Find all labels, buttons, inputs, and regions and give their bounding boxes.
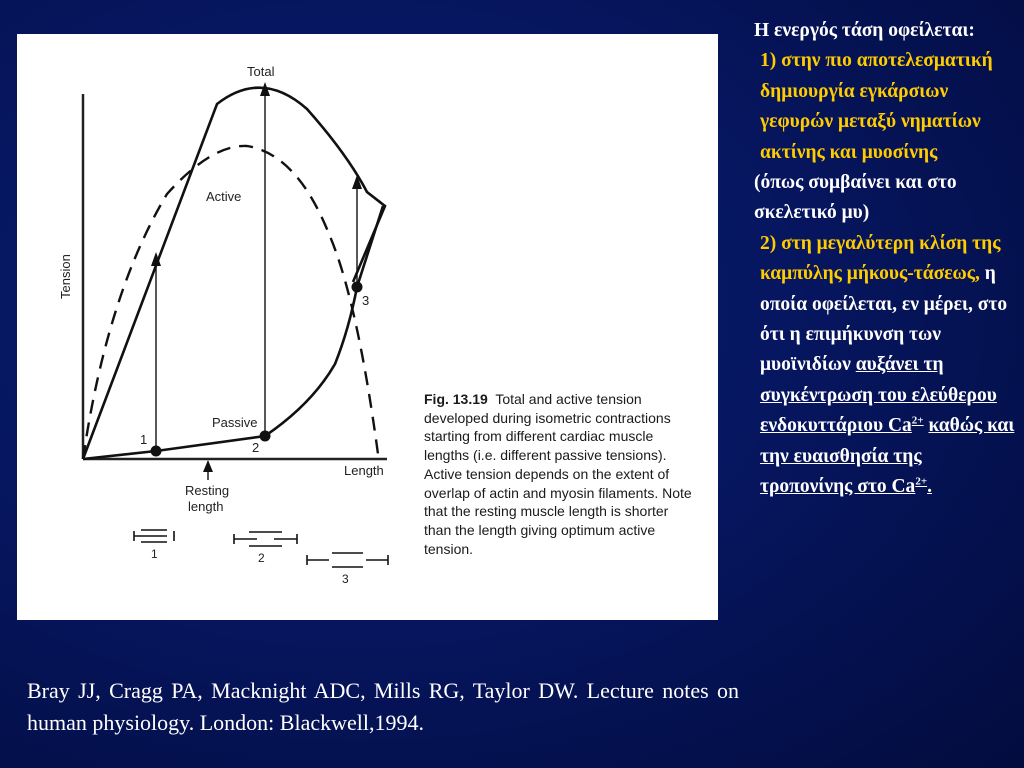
sarcomere-3 bbox=[307, 553, 388, 567]
superscript-1: 2+ bbox=[911, 414, 924, 427]
point-2-rest-text: η οποία οφείλεται, εν μέρει, στο ότι η επιμήκυνση των μυοϊνιδίων bbox=[760, 263, 1008, 376]
point-2-gold-text: 2) στη μεγαλύτερη κλίση της καμπύλης μήκους-τάσεως, bbox=[760, 232, 1001, 285]
arrow-2 bbox=[260, 82, 270, 436]
point-1-note: (όπως συμβαίνει και στο σκελετικό μυ) bbox=[754, 172, 957, 224]
figure-caption bbox=[424, 390, 699, 558]
point-2-underlined-text: αυξάνει τη συγκέντρωση του ελεύθερου ενδοκυττάριου Ca bbox=[760, 354, 997, 437]
passive-label: Passive bbox=[212, 415, 258, 430]
superscript-2: 2+ bbox=[915, 475, 928, 488]
citation: Bray JJ, Cragg PA, Macknight ADC, Mills RG, Taylor DW. Lecture notes on human physiology. London: Blackwell,1994. bbox=[27, 678, 739, 735]
total-label: Total bbox=[247, 64, 275, 79]
point-2-block bbox=[754, 229, 1016, 503]
y-axis-label: Tension bbox=[58, 254, 73, 299]
point-3-label: 3 bbox=[362, 293, 370, 308]
caption-figure-number: Fig. 13.19 bbox=[424, 391, 488, 407]
sarcomere-2-label: 2 bbox=[258, 551, 265, 565]
arrow-1 bbox=[151, 252, 161, 451]
intro-text: Η ενεργός τάση οφείλεται: bbox=[754, 20, 975, 41]
sarcomere-3-label: 3 bbox=[342, 572, 349, 586]
explanation-text bbox=[754, 16, 1016, 503]
active-label: Active bbox=[206, 189, 242, 204]
sarcomere-1 bbox=[134, 530, 174, 542]
point-1-label: 1 bbox=[140, 432, 148, 447]
resting-label-line1: Resting bbox=[185, 483, 230, 498]
point-2-underlined-text-2: καθώς και την ευαισθησία της τροπονίνης στο Ca bbox=[760, 415, 1015, 498]
sarcomere-1-label: 1 bbox=[151, 547, 158, 561]
point-3 bbox=[352, 282, 363, 293]
sarcomere-2 bbox=[234, 532, 297, 546]
point-2-label: 2 bbox=[252, 440, 260, 455]
figure-panel bbox=[17, 34, 718, 620]
ending-period: . bbox=[927, 476, 932, 498]
resting-length-arrow bbox=[203, 460, 213, 480]
x-axis-label: Length bbox=[344, 463, 384, 478]
resting-label-line2: length bbox=[188, 499, 224, 514]
caption-text: Total and active tension developed during isometric contractions starting from different cardiac muscle lengths (i.e. different passive tensions). Active tension depends on the extent of overlap of actin and myosin filaments. Note that the resting muscle length is shorter than the length giving optimum active tension. bbox=[424, 391, 692, 557]
arrow-3 bbox=[352, 175, 362, 287]
point-1-text: 1) στην πιο αποτελεσματική δημιουργία εγκάρσιων γεφυρών μεταξύ νηματίων ακτίνης και μυοσίνης bbox=[760, 50, 993, 163]
point-2 bbox=[260, 431, 271, 442]
point-1 bbox=[151, 446, 162, 457]
